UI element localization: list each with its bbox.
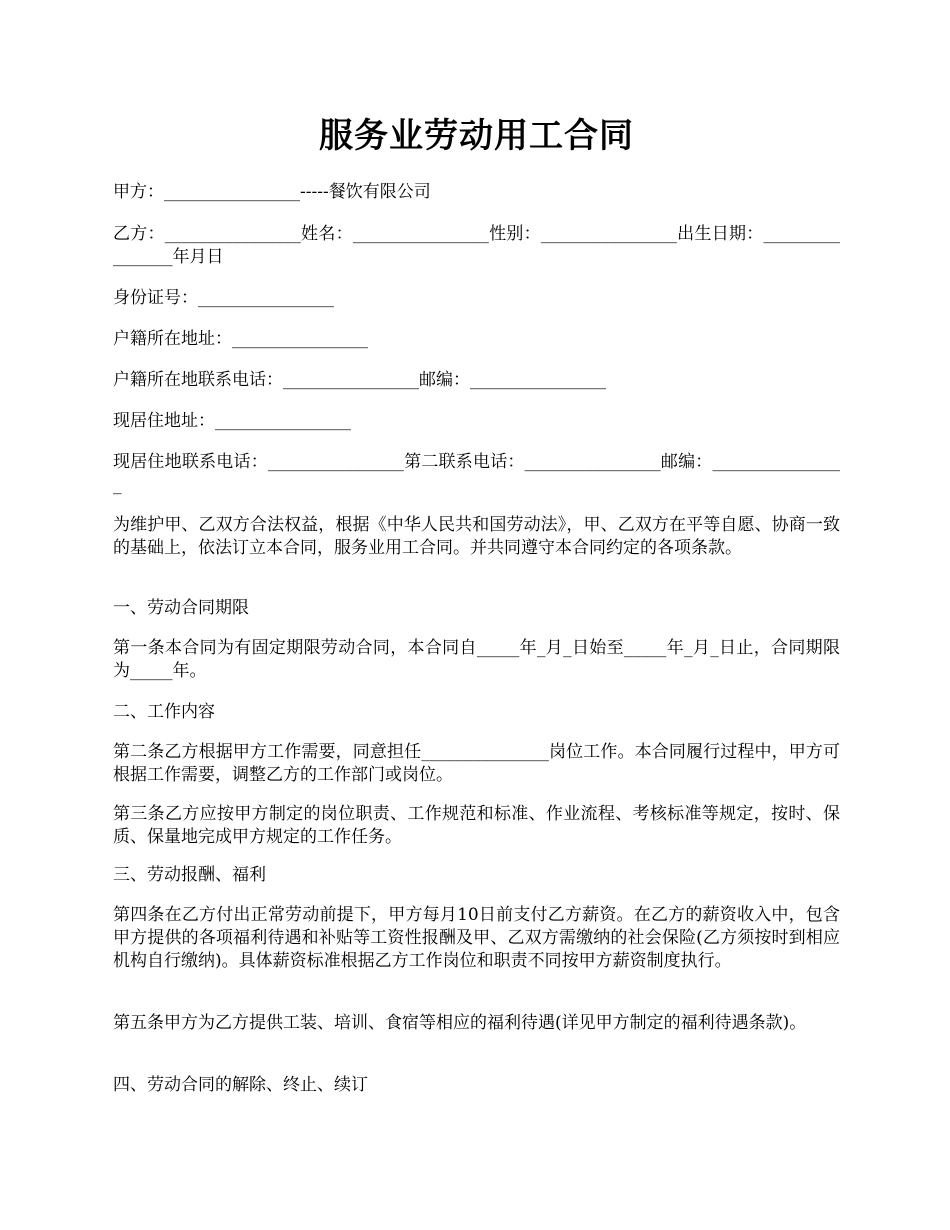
article-1: 第一条本合同为有固定期限劳动合同，本合同自_____年_月_日始至_____年_月_日止，合同期限为_____年。 (113, 638, 840, 681)
section-4-heading: 四、劳动合同的解除、终止、续订 (113, 1075, 368, 1095)
hukou-phone-line: 户籍所在地联系电话：________________邮编：________________ (113, 370, 606, 390)
party-a-line: 甲方：________________-----餐饮有限公司 (113, 182, 431, 202)
current-address-line: 现居住地址：________________ (113, 411, 351, 431)
section-3-heading: 三、劳动报酬、福利 (113, 865, 266, 885)
article-3: 第三条乙方应按甲方制定的岗位职责、工作规范和标准、作业流程、考核标准等规定，按时、保质、保量地完成甲方规定的工作任务。 (113, 804, 840, 847)
preamble-paragraph: 为维护甲、乙双方合法权益，根据《中华人民共和国劳动法》，甲、乙双方在平等自愿、协商一致的基础上，依法订立本合同，服务业用工合同。并共同遵守本合同约定的各项条款。 (113, 515, 840, 558)
section-1-heading: 一、劳动合同期限 (113, 598, 249, 618)
hukou-address-line: 户籍所在地址：________________ (113, 329, 368, 349)
article-4: 第四条在乙方付出正常劳动前提下，甲方每月10日前支付乙方薪资。在乙方的薪资收入中，包含甲方提供的各项福利待遇和补贴等工资性报酬及甲、乙双方需缴纳的社会保险(乙方须按时到相应机构自行缴纳)。具体薪资标准根据乙方工作岗位和职责不同按甲方薪资制度执行。 (113, 905, 840, 971)
party-b-line: 乙方：________________姓名：________________性别：________________出生日期：________________年月日 (113, 224, 840, 267)
current-phone-line: 现居住地联系电话：________________第二联系电话：________________邮编：________________ (113, 452, 840, 495)
section-2-heading: 二、工作内容 (113, 702, 215, 722)
page-title: 服务业劳动用工合同 (319, 116, 634, 156)
article-5: 第五条甲方为乙方提供工装、培训、食宿等相应的福利待遇(详见甲方制定的福利待遇条款)。 (113, 1013, 807, 1033)
article-2: 第二条乙方根据甲方工作需要，同意担任_______________岗位工作。本合同履行过程中，甲方可根据工作需要，调整乙方的工作部门或岗位。 (113, 742, 840, 785)
id-number-line: 身份证号：________________ (113, 288, 334, 308)
